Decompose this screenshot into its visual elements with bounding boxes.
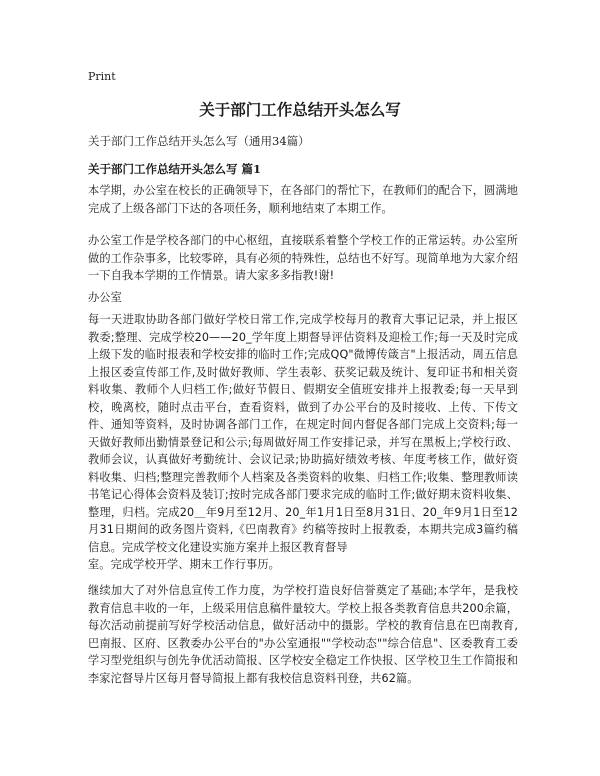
paragraph-publicity: 继续加大了对外信息宣传工作力度，为学校打造良好信誉奠定了基础;本学年，是我校教育信息丰收的一年，上级采用信息稿件量较大。学校上报各类教育信息共200余篇，每次活动前提前写好学校活动信息，做好活动中的摄影。学校的教育信息在巴南教育,巴南报、区府、区教委办公平台的"办公室通报""学校动态""综合信息"、区委教育工委学习型党组织与创先争优活动简报、区学校安全稳定工作快报、区学校卫生工作简报和李家沱督导片区每月督导简报上都有我校信息资料刊登，共62篇。 [88,584,518,685]
paragraph-daily-work: 每一天进取协助各部门做好学校日常工作,完成学校每月的教育大事记记录，并上报区教委;整理、完成学校20——20_学年度上期督导评估资料及迎检工作;每一天及时完成上级下发的临时报表和学校安排的临时工作;完成QQ"微博传箴言"上报活动，周五信息上报区委宣传部工作,及时做好教师、学生表彰、获奖记载及统计、复印证书和相关资料收集、教师个人归档工作;做好节假日、假期安全值班安排并上报教委;每一天早到校，晚离校，随时点击平台，查看资料，做到了办公平台的及时接收、上传、下传文件、通知等资料，及时协调各部门工作，在规定时间内督促各部门完成上交资料;每一天做好教师出勤情景登记和公示;每周做好周工作安排记录，并写在黑板上;学校行政、教师会议，认真做好考勤统计、会议记录;协助搞好绩效考核、年度考核工作，做好资料收集、归档;整理完善教师个人档案及各类资料的收集、归档工作;收集、整理教师读书笔记心得体会资料及装订;按时完成各部门要求完成的临时工作;做好期末资料收集、整理，归档。完成20＿年9月至12月、20_年1月1日至8月31日、20_年9月1日至12月31日期间的政务图片资料,《巴南教育》约稿等按时上报教委，本期共完成3篇约稿信息。完成学校文化建设实施方案并上报区教育督导 [88,313,518,554]
page-title: 关于部门工作总结开头怎么写 [199,100,401,119]
section-heading: 关于部门工作总结开头怎么写 篇1 [88,162,262,176]
paragraph-intro: 本学期，办公室在校长的正确领导下，在各部门的帮忙下，在教师们的配合下，圆满地完成了上级各部门下达的各项任务，顺利地结束了本期工作。 [88,184,518,215]
print-label: Print [88,70,116,83]
paragraph-school-calendar: 室。完成学校开学、期末工作行事历。 [88,558,280,571]
paragraph-office-heading: 办公室 [88,291,122,304]
paragraph-overview: 办公室工作是学校各部门的中心枢纽，直接联系着整个学校工作的正常运转。办公室所做的工作杂事多，比较零碎，具有必须的特殊性，总结也不好写。现简单地为大家介绍一下自我本学期的工作情景。请大家多多指教!谢! [88,234,518,282]
subtitle: 关于部门工作总结开头怎么写（通用34篇） [88,134,310,148]
